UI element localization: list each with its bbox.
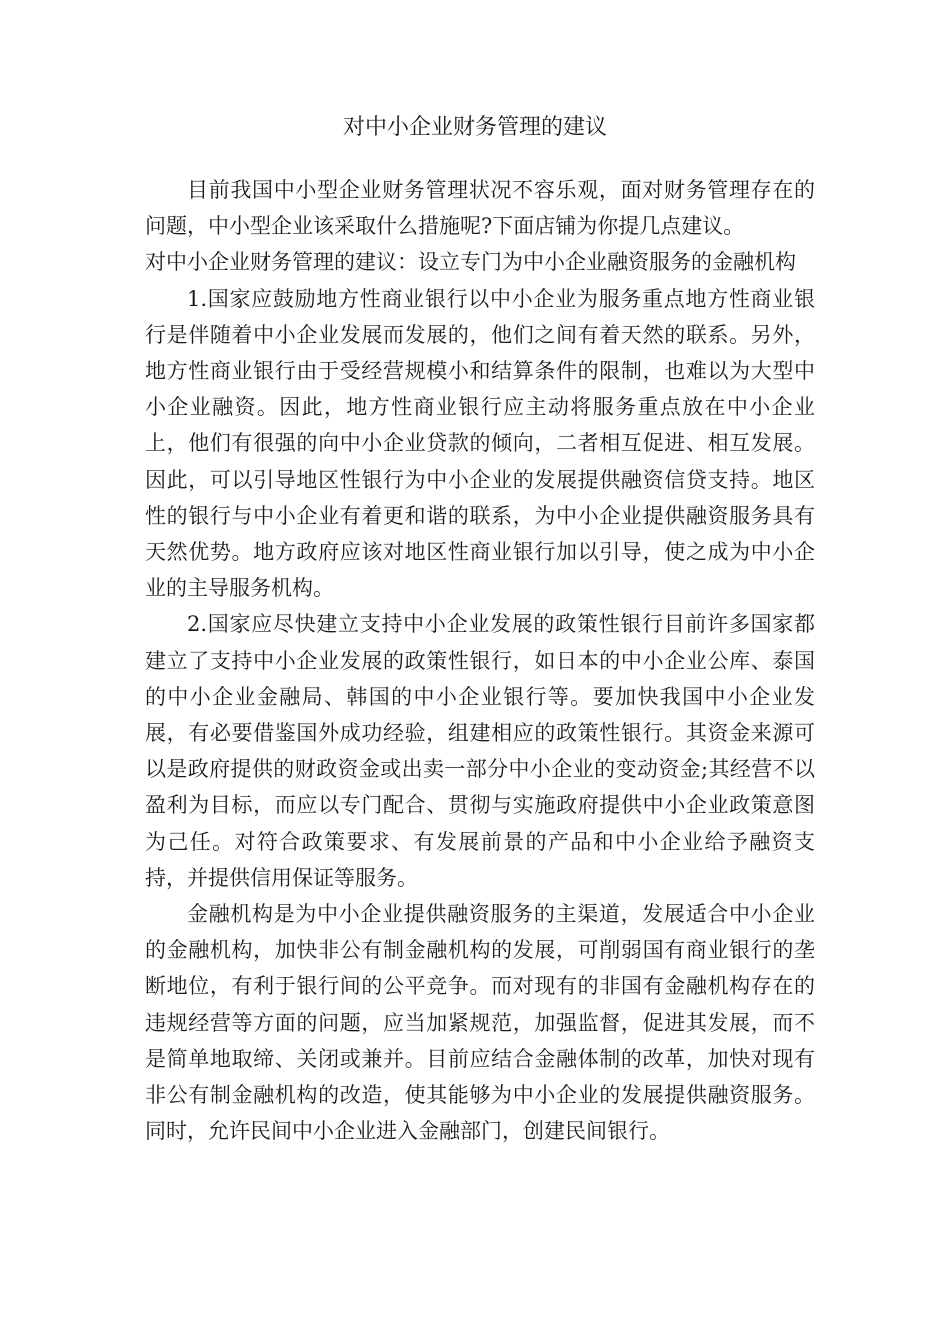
section-heading: 对中小企业财务管理的建议：设立专门为中小企业融资服务的金融机构 [145, 250, 796, 275]
paragraph-closing: 金融机构是为中小企业提供融资服务的主渠道，发展适合中小企业的金融机构，加快非公有制金融机构的发展，可削弱国有商业银行的垄断地位，有利于银行间的公平竞争。而对现有的非国有金融机构存在的违规经营等方面的问题，应当加紧规范，加强监督，促进其发展，而不是简单地取缔、关闭或兼并。目前应结合金融体制的改革，加快对现有非公有制金融机构的改造，使其能够为中小企业的发展提供融资服务。同时，允许民间中小企业进入金融部门，创建民间银行。 [145, 902, 815, 1144]
document-body [145, 172, 815, 1149]
document-title: 对中小企业财务管理的建议 [342, 115, 607, 140]
paragraph-point-1: 1.国家应鼓励地方性商业银行以中小企业为服务重点地方性商业银行是伴随着中小企业发展而发展的，他们之间有着天然的联系。另外，地方性商业银行由于受经营规模小和结算条件的限制，也难以为大型中小企业融资。因此，地方性商业银行应主动将服务重点放在中小企业上，他们有很强的向中小企业贷款的倾向，二者相互促进、相互发展。因此，可以引导地区性银行为中小企业的发展提供融资信贷支持。地区性的银行与中小企业有着更和谐的联系，为中小企业提供融资服务具有天然优势。地方政府应该对地区性商业银行加以引导，使之成为中小企业的主导服务机构。 [145, 286, 815, 601]
paragraph-intro: 目前我国中小型企业财务管理状况不容乐观，面对财务管理存在的问题，中小型企业该采取什么措施呢?下面店铺为你提几点建议。 [145, 178, 815, 239]
paragraph-point-2: 2.国家应尽快建立支持中小企业发展的政策性银行目前许多国家都建立了支持中小企业发展的政策性银行，如日本的中小企业公库、泰国的中小企业金融局、韩国的中小企业银行等。要加快我国中小企业发展，有必要借鉴国外成功经验，组建相应的政策性银行。其资金来源可以是政府提供的财政资金或出卖一部分中小企业的变动资金;其经营不以盈利为目标，而应以专门配合、贯彻与实施政府提供中小企业政策意图为己任。对符合政策要求、有发展前景的产品和中小企业给予融资支持，并提供信用保证等服务。 [145, 612, 815, 890]
